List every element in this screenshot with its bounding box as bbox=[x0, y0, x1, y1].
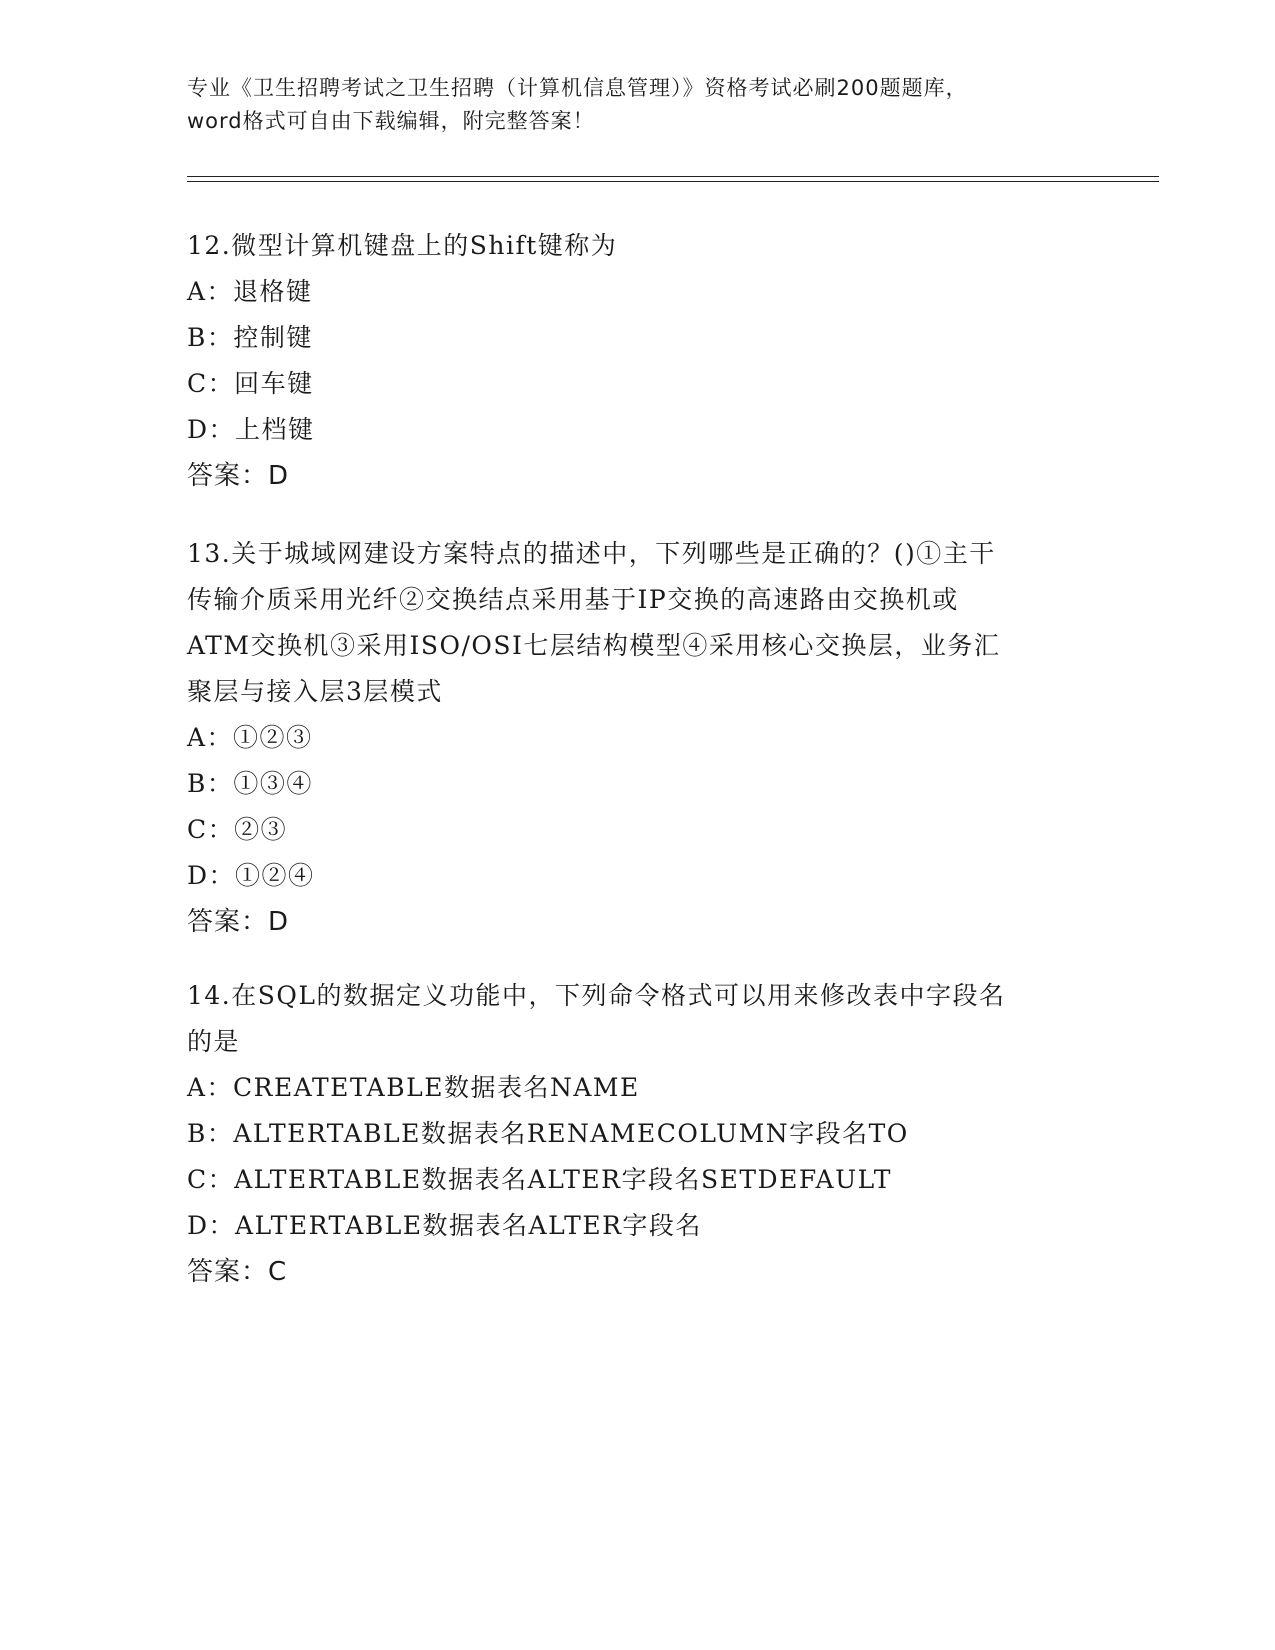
option-b: B：ALTERTABLE数据表名RENAMECOLUMN字段名TO bbox=[187, 1119, 909, 1148]
option-c: C：回车键 bbox=[187, 369, 314, 398]
question-text-line: 聚层与接入层3层模式 bbox=[187, 677, 443, 706]
option-c: C：②③ bbox=[187, 815, 288, 844]
header-line-2: word格式可自由下载编辑，附完整答案！ bbox=[187, 109, 595, 133]
option-a: A：①②③ bbox=[187, 723, 313, 752]
option-a: A：CREATETABLE数据表名NAME bbox=[187, 1073, 640, 1102]
question-text bbox=[187, 223, 1087, 269]
answer: 答案：D bbox=[187, 461, 290, 491]
option-b: B：控制键 bbox=[187, 323, 313, 352]
question-13 bbox=[187, 531, 1087, 945]
question-text bbox=[187, 973, 1087, 1065]
header-line-1: 专业《卫生招聘考试之卫生招聘（计算机信息管理）》资格考试必刷200题题库， bbox=[187, 76, 968, 100]
question-12 bbox=[187, 223, 1087, 499]
question-text-line: 12.微型计算机键盘上的Shift键称为 bbox=[187, 231, 618, 260]
option-d: D：上档键 bbox=[187, 415, 315, 444]
question-14 bbox=[187, 973, 1087, 1295]
option-b: B：①③④ bbox=[187, 769, 313, 798]
option-d: D：ALTERTABLE数据表名ALTER字段名 bbox=[187, 1211, 702, 1240]
question-text-line: 14.在SQL的数据定义功能中，下列命令格式可以用来修改表中字段名 bbox=[187, 981, 1006, 1010]
option-c: C：ALTERTABLE数据表名ALTER字段名SETDEFAULT bbox=[187, 1165, 892, 1194]
question-text-line: 13.关于城域网建设方案特点的描述中，下列哪些是正确的？()①主干 bbox=[187, 539, 996, 568]
option-d: D：①②④ bbox=[187, 861, 315, 890]
question-text-line: 传输介质采用光纤②交换结点采用基于IP交换的高速路由交换机或 bbox=[187, 585, 959, 614]
answer: 答案：C bbox=[187, 1257, 288, 1287]
document-header bbox=[187, 72, 1067, 138]
question-text bbox=[187, 531, 1087, 715]
option-a: A：退格键 bbox=[187, 277, 313, 306]
question-text-line: ATM交换机③采用ISO/OSI七层结构模型④采用核心交换层，业务汇 bbox=[187, 631, 1001, 660]
question-text-line: 的是 bbox=[187, 1027, 241, 1056]
double-divider bbox=[187, 176, 1159, 182]
answer: 答案：D bbox=[187, 907, 290, 937]
